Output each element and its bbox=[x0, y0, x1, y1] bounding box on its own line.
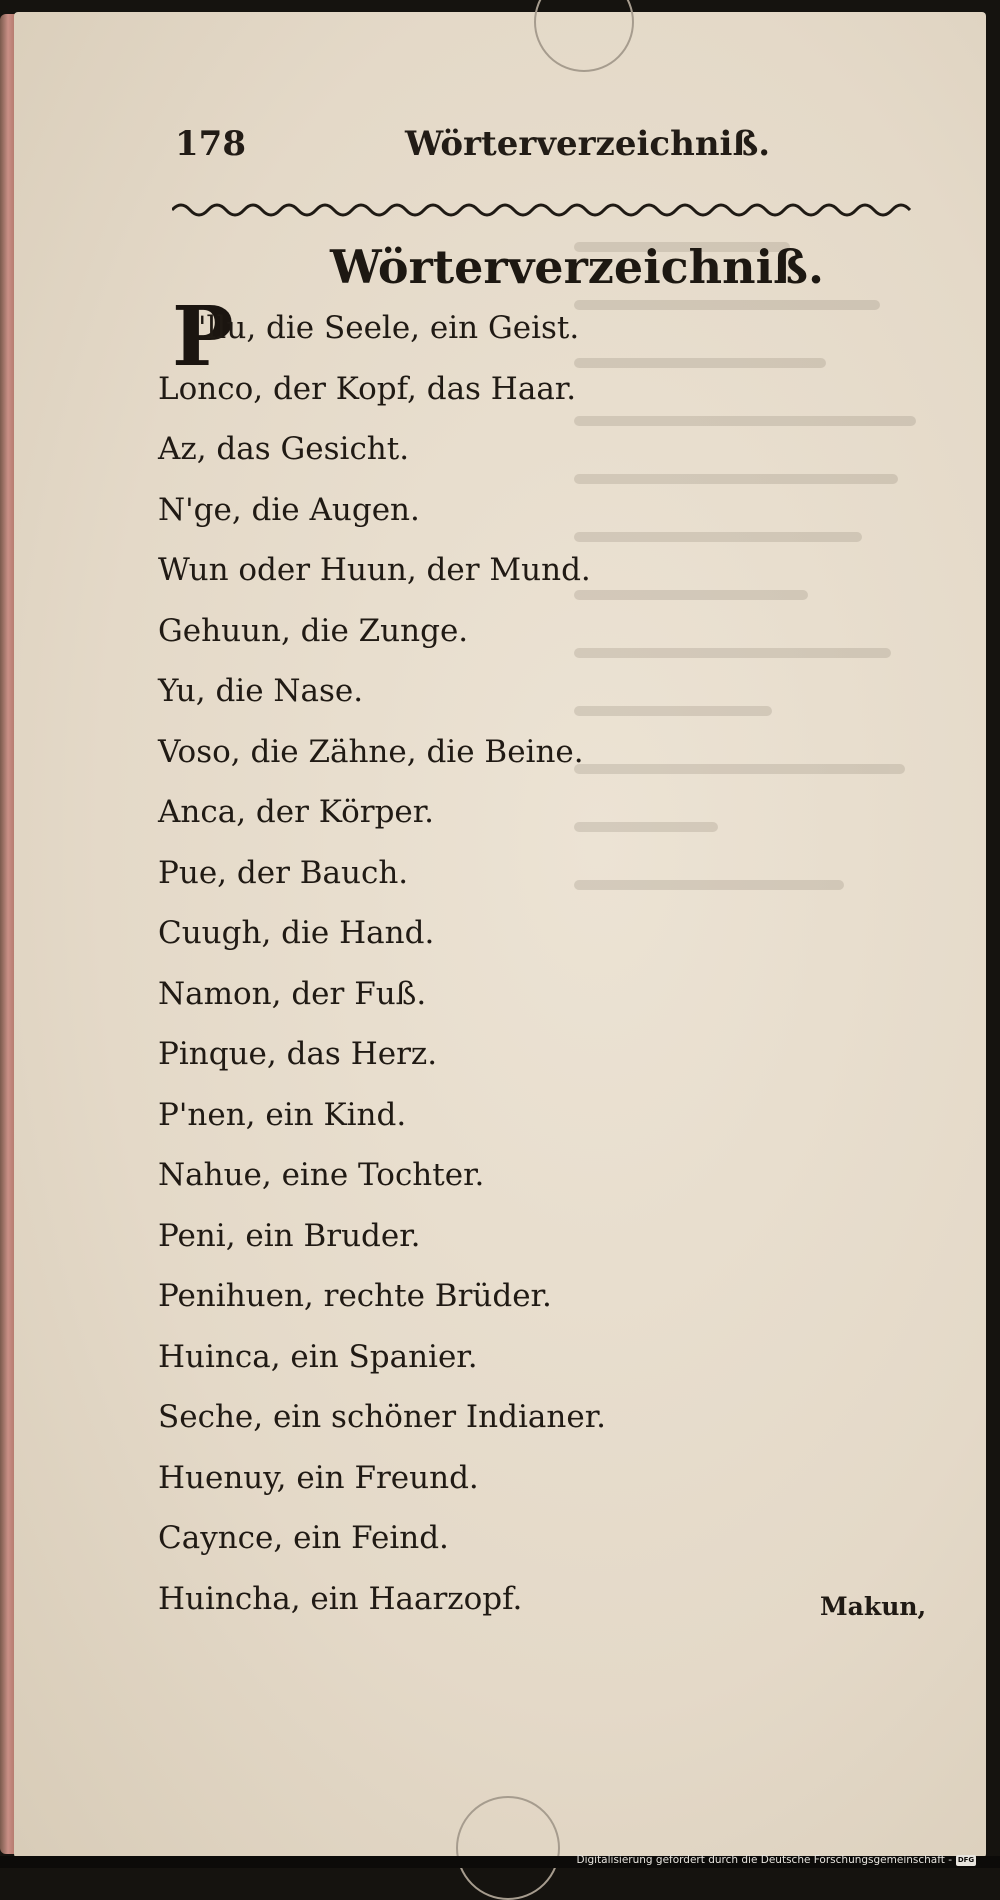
list-item: Penihuen, rechte Brüder. bbox=[158, 1278, 552, 1314]
scan-clip-marker-top bbox=[534, 0, 634, 72]
word-list bbox=[158, 289, 718, 1629]
list-item: P'nen, ein Kind. bbox=[158, 1096, 407, 1133]
page-title: Wörterverzeichniß. bbox=[330, 240, 825, 294]
list-item: Lonco, der Kopf, das Haar. bbox=[158, 370, 577, 407]
list-item: Anca, der Körper. bbox=[158, 794, 435, 830]
credit-text: Digitalisierung gefördert durch die Deutsche Forschungsgemeinschaft - bbox=[576, 1854, 952, 1866]
list-item: Caynce, ein Feind. bbox=[158, 1520, 449, 1556]
list-item: N'ge, die Augen. bbox=[158, 491, 420, 528]
list-item: Huinca, ein Spanier. bbox=[158, 1338, 478, 1375]
list-item: Gehuun, die Zunge. bbox=[158, 612, 469, 649]
page-header bbox=[175, 124, 910, 174]
list-item: Seche, ein schöner Indianer. bbox=[158, 1399, 606, 1435]
list-item: 'llu, die Seele, ein Geist. bbox=[198, 310, 580, 346]
page-number: 178 bbox=[175, 124, 246, 164]
running-head: Wörterverzeichniß. bbox=[405, 124, 771, 164]
list-item: Cuugh, die Hand. bbox=[158, 915, 435, 951]
list-item: Wun oder Huun, der Mund. bbox=[158, 552, 591, 588]
ornamental-rule bbox=[172, 196, 912, 222]
list-item: Pue, der Bauch. bbox=[158, 854, 409, 891]
list-item: Huenuy, ein Freund. bbox=[158, 1459, 479, 1496]
scan-clip-marker-bottom bbox=[456, 1796, 560, 1900]
dfg-logo: DFG bbox=[957, 1856, 975, 1864]
catchword: Makun, bbox=[820, 1592, 927, 1621]
list-item: Nahue, eine Tochter. bbox=[158, 1157, 485, 1193]
list-item: Pinque, das Herz. bbox=[158, 1036, 438, 1072]
list-item: Peni, ein Bruder. bbox=[158, 1217, 421, 1254]
list-item: Yu, die Nase. bbox=[158, 673, 364, 709]
list-item: Namon, der Fuß. bbox=[158, 975, 427, 1012]
list-item: Huincha, ein Haarzopf. bbox=[158, 1580, 523, 1617]
drop-capital: P bbox=[172, 289, 234, 385]
digitization-credit bbox=[576, 1853, 976, 1868]
list-item: Az, das Gesicht. bbox=[158, 431, 410, 467]
list-item: Voso, die Zähne, die Beine. bbox=[158, 733, 584, 770]
